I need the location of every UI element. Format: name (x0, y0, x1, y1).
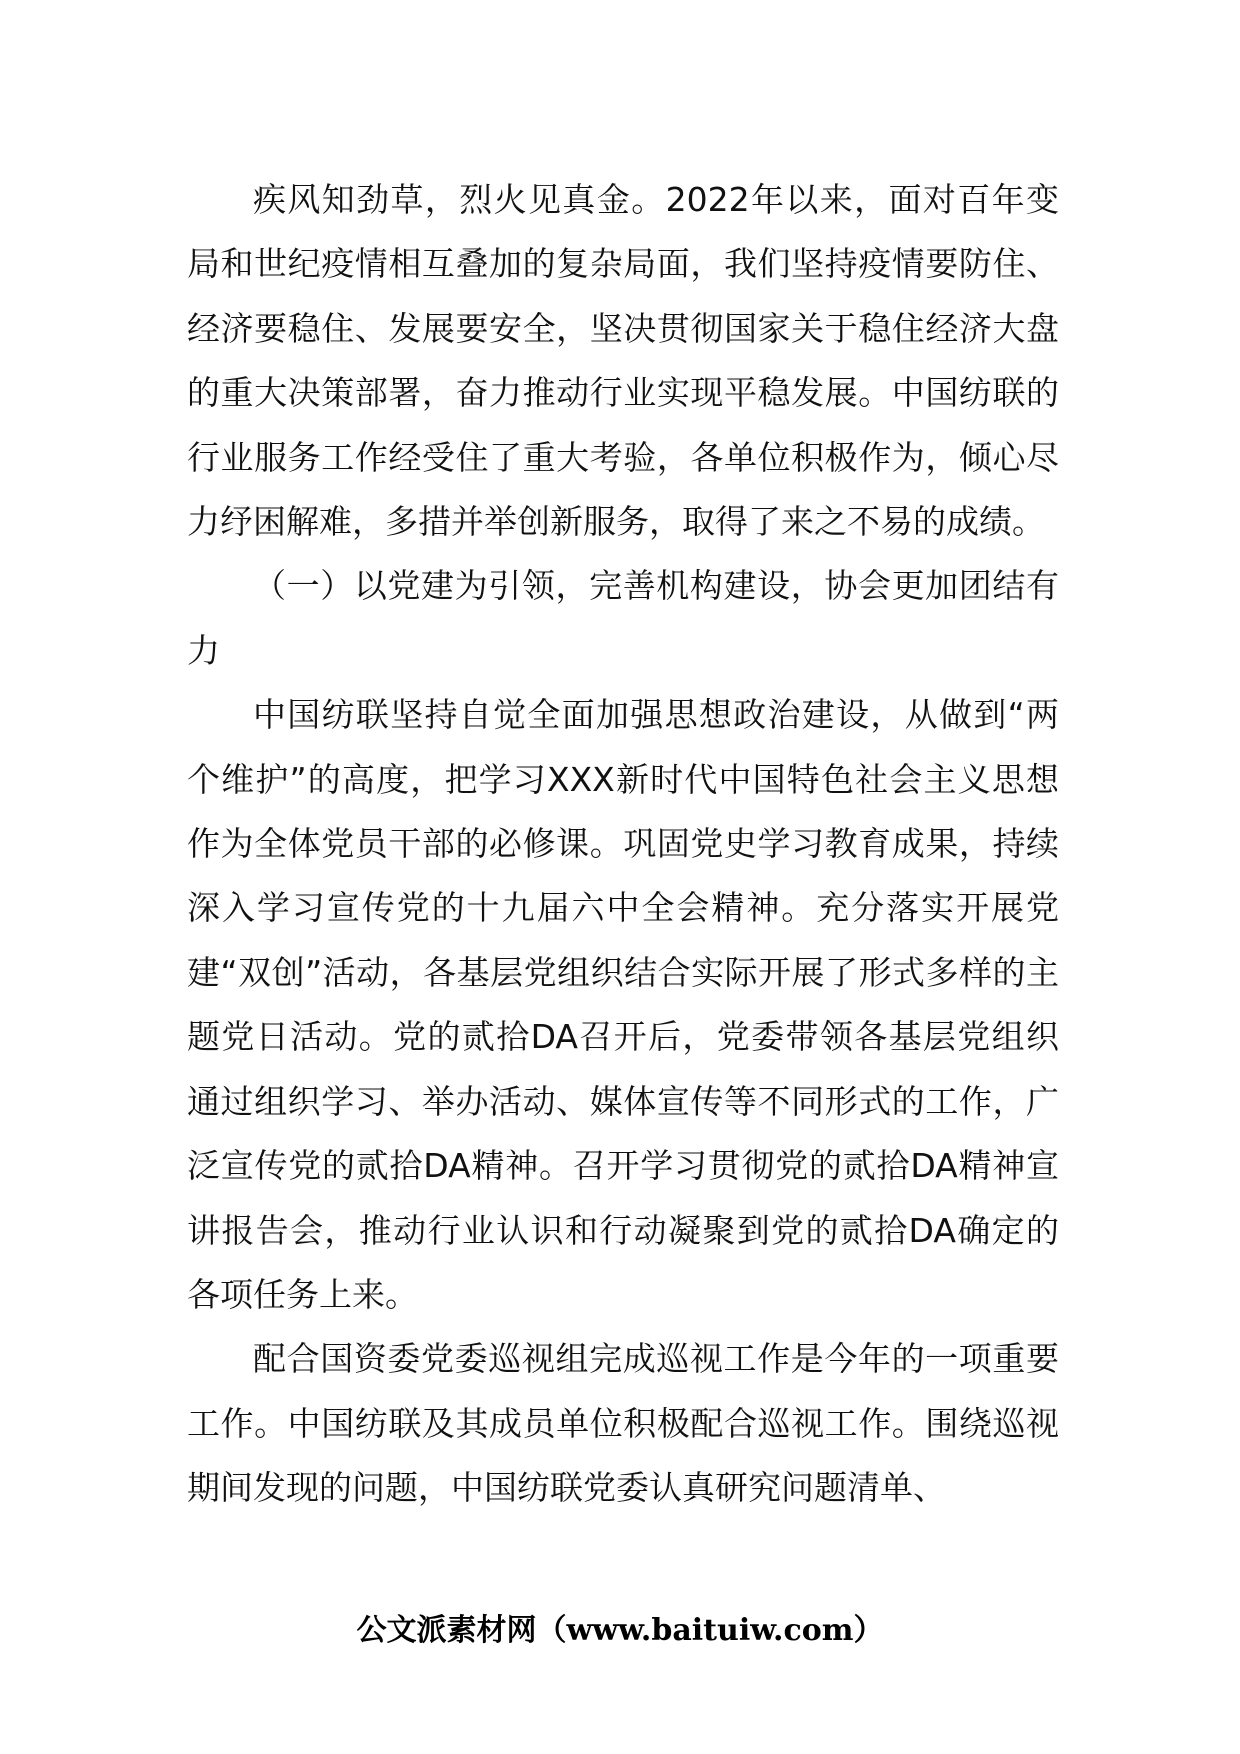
section-heading: （一）以党建为引领，完善机构建设，协会更加团结有力 (187, 566, 1059, 670)
paragraph-intro: 疾风知劲草，烈火见真金。2022年以来，面对百年变局和世纪疫情相互叠加的复杂局面，我们坚持疫情要防住、经济要稳住、发展要安全，坚决贯彻国家关于稳住经济大盘的重大决策部署，奋力推动行业实现平稳发展。中国纺联的行业服务工作经受住了重大考验，各单位积极作为，倾心尽力纾困解难，多措并举创新服务，取得了来之不易的成绩。 (187, 180, 1059, 542)
document-body (187, 168, 1059, 1521)
paragraph-party-building: 中国纺联坚持自觉全面加强思想政治建设，从做到“两个维护”的高度，把学习XXX新时代中国特色社会主义思想作为全体党员干部的必修课。巩固党史学习教育成果，持续深入学习宣传党的十九届六中全会精神。充分落实开展党建“双创”活动，各基层党组织结合实际开展了形式多样的主题党日活动。党的贰拾DA召开后，党委带领各基层党组织通过组织学习、举办活动、媒体宣传等不同形式的工作，广泛宣传党的贰拾DA精神。召开学习贯彻党的贰拾DA精神宣讲报告会，推动行业认识和行动凝聚到党的贰拾DA确定的各项任务上来。 (187, 695, 1059, 1314)
footer-source: 公文派素材网（www.baituiw.com） (356, 1613, 884, 1648)
paragraph-inspection: 配合国资委党委巡视组完成巡视工作是今年的一项重要工作。中国纺联及其成员单位积极配合巡视工作。围绕巡视期间发现的问题，中国纺联党委认真研究问题清单、 (187, 1339, 1059, 1508)
